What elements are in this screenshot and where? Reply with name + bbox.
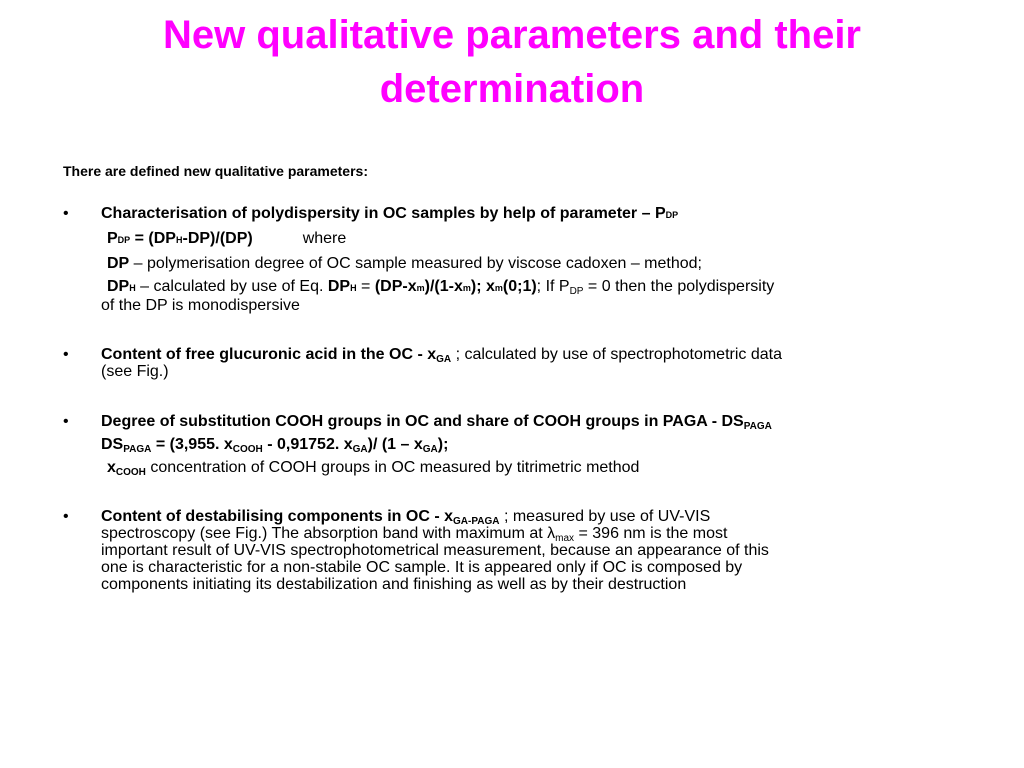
definition-dph: DPH – calculated by use of Eq. DPH = (DP-xm)/(1-xm); xm(0;1); If $P_{DP} = 0$ then the polydispersity bbox=[107, 278, 775, 297]
bullet-degree-of-substitution bbox=[63, 413, 968, 476]
bullet-marker: • bbox=[63, 413, 69, 430]
bullet-heading: Content of free glucuronic acid in the OC - $x_{GA}$ ; calculated by use of spectrophotometric data bbox=[101, 346, 782, 365]
definition-dp: DP – polymerisation degree of OC sample measured by viscose cadoxen – method; bbox=[107, 255, 702, 272]
bullet-polydispersity bbox=[63, 205, 968, 314]
bullet-destabilising-components bbox=[63, 508, 968, 593]
intro-text: There are defined new qualitative parameters: bbox=[63, 163, 368, 179]
formula-dspaga: $DS_{PAGA} = (3,955$. $x_{COOH} - 0,91752$. $x_{GA})/$ $(1 - x_{GA})$; bbox=[101, 436, 449, 455]
bullet-marker: • bbox=[63, 508, 69, 525]
bullet-glucuronic-acid bbox=[63, 346, 968, 380]
bullet-line-3: important result of UV-VIS spectrophotometrical measurement, because an appearance of this bbox=[101, 542, 769, 559]
bullet-marker: • bbox=[63, 346, 69, 363]
bullet-heading: Characterisation of polydispersity in OC samples by help of parameter – PDP bbox=[101, 205, 679, 222]
formula-pdp: PDP = (DPH-DP)/(DP) where bbox=[107, 230, 347, 247]
bullet-line-4: one is characteristic for a non-stabile OC sample. It is appeared only if OC is composed by bbox=[101, 559, 743, 576]
bullet-line-5: components initiating its destabilization and finishing as well as by their destruction bbox=[101, 576, 687, 593]
definition-dph-continued: of the DP is monodispersive bbox=[101, 297, 300, 314]
bullet-heading: Degree of substitution COOH groups in OC and share of COOH groups in PAGA - $DS_{PAGA}$ bbox=[101, 413, 772, 432]
bullet-line-2: spectroscopy (see Fig.) The absorption band with maximum at $\lambda_{max} = 396$ nm is the most bbox=[101, 525, 728, 544]
title-line-2: determination bbox=[379, 67, 645, 111]
bullet-heading: Content of destabilising components in OC - $x_{GA-PAGA}$ ; measured by use of UV-VIS bbox=[101, 508, 711, 527]
bullet-continued: (see Fig.) bbox=[101, 363, 169, 380]
definition-xcooh: $x_{COOH}$ concentration of COOH groups in OC measured by titrimetric method bbox=[107, 459, 640, 478]
bullet-marker: • bbox=[63, 205, 69, 222]
title-line-1: New qualitative parameters and their bbox=[162, 13, 861, 57]
slide-title bbox=[40, 8, 984, 116]
